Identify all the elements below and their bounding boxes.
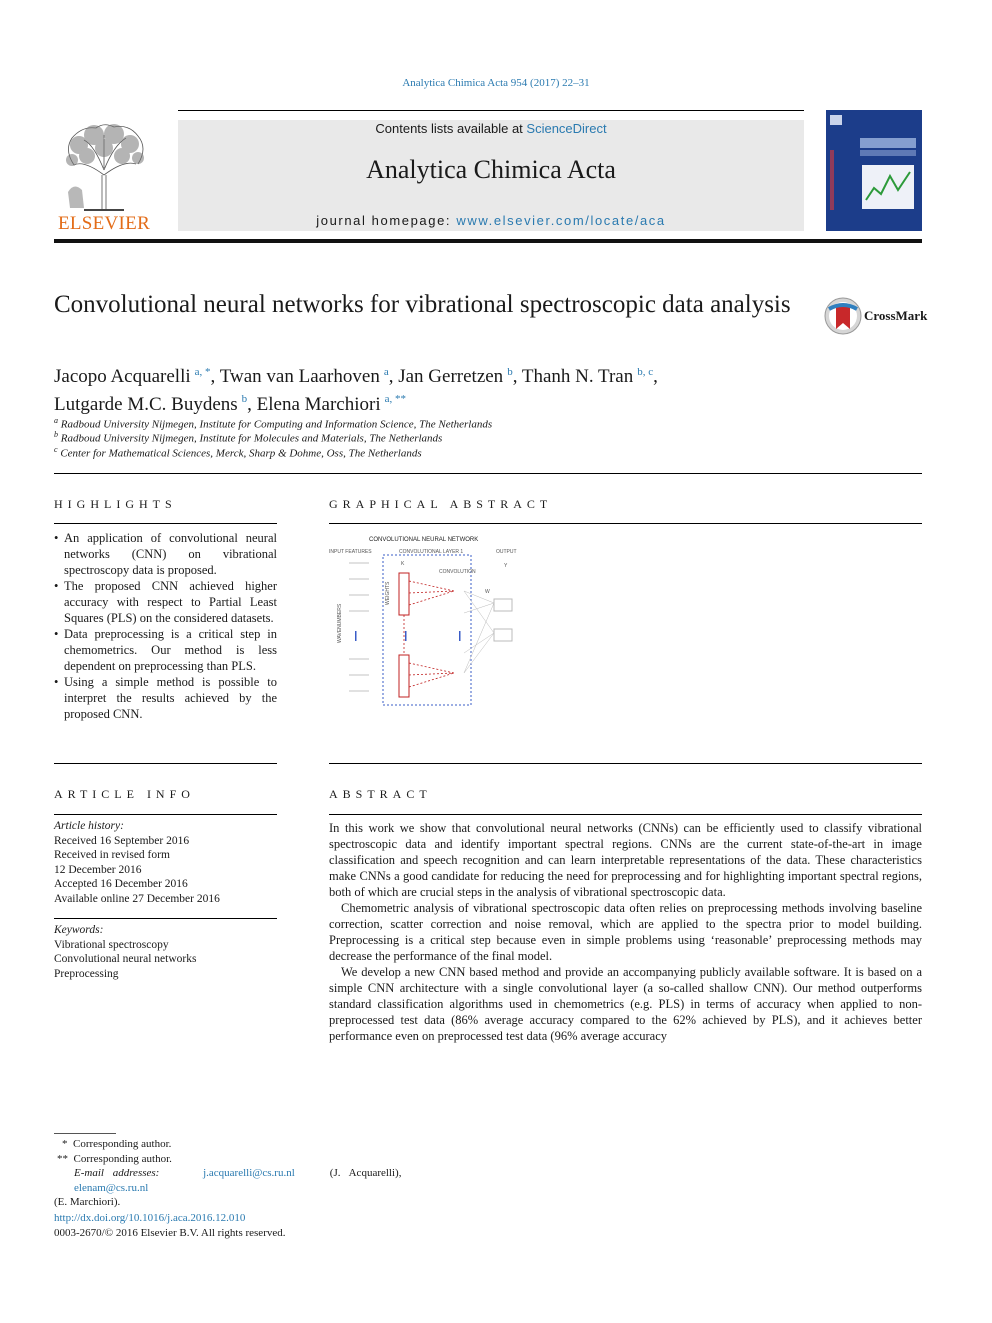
homepage-link[interactable]: www.elsevier.com/locate/aca: [456, 213, 666, 228]
graphical-abstract-heading: GRAPHICAL ABSTRACT: [329, 497, 553, 511]
abstract-paragraph: We develop a new CNN based method and provide an accompanying publicly available software. It is based on a simple CNN architecture with a single convolutional layer (a so-called shallow CNN). Our method outperforms standard classification algorithms used in chemometrics (e.g. PLS) in terms of accuracy when applied to non-preprocessed test data (86% average accuracy compared to the 62% achieved by PLS), and it achieves better performance even on preprocessed test data (96% average accuracy: [329, 965, 922, 1043]
copyright-line: 0003-2670/© 2016 Elsevier B.V. All rights reserved.: [54, 1227, 286, 1239]
author-affiliation-mark[interactable]: b, c: [637, 366, 654, 378]
highlight-item: • Using a simple method is possible to interpret the results achieved by the proposed CNN.: [54, 674, 277, 722]
author-line: [54, 366, 658, 387]
email-link-marchiori[interactable]: elenam@cs.ru.nl: [74, 1181, 149, 1194]
history-label: Article history:: [54, 820, 124, 832]
affiliation-c: $^c$ Center for Mathematical Sciences, Merck, Sharp & Dohme, Oss, The Netherlands: [54, 445, 422, 460]
author-list: [54, 361, 814, 416]
author-name[interactable]: Thanh N. Tran: [521, 366, 634, 388]
elsevier-wordmark: ELSEVIER: [57, 213, 151, 234]
highlight-item: • An application of convolutional neural networks (CNN) on vibrational spectroscopy data is proposed.: [54, 530, 277, 578]
highlights-bottom-rule: [54, 763, 277, 764]
journal-citation[interactable]: [0, 77, 992, 89]
history-entry: Received in revised form: [54, 849, 170, 861]
doi-link[interactable]: http://dx.doi.org/10.1016/j.aca.2016.12.010: [54, 1212, 246, 1224]
ga-y-label: Y: [504, 563, 508, 569]
keywords-rule: [54, 918, 277, 919]
article-title: Convolutional neural networks for vibrational spectroscopic data analysis: [54, 291, 791, 318]
author-separator: ,: [247, 393, 257, 415]
keywords-label: Keywords:: [54, 924, 104, 936]
journal-homepage: journal homepage: www.elsevier.com/locate/aca: [316, 213, 666, 228]
graphical-abstract-figure[interactable]: [329, 533, 524, 708]
author-affiliation-mark[interactable]: a, **: [384, 393, 407, 406]
author-name[interactable]: Jan Gerretzen: [398, 366, 504, 388]
keyword: Preprocessing: [54, 967, 119, 980]
article-info-rule: [54, 814, 277, 815]
doi-line: [54, 1212, 245, 1224]
ga-w-label: W: [485, 589, 490, 595]
footnotes: [54, 1137, 484, 1210]
highlights-rule: [54, 523, 277, 524]
ga-title: CONVOLUTIONAL NEURAL NETWORK: [369, 537, 479, 543]
history-entry: Received 16 September 2016: [54, 834, 190, 847]
author-affiliation-mark[interactable]: a, *: [194, 366, 211, 378]
affiliation-rule: [54, 473, 922, 474]
article-history: [54, 819, 277, 906]
author-name[interactable]: Twan van Laarhoven: [219, 366, 380, 388]
header-top-rule: [178, 110, 804, 111]
abstract-heading: ABSTRACT: [329, 787, 432, 801]
article-info-heading: ARTICLE INFO: [54, 787, 195, 801]
ga-wavenumbers-label: WAVENUMBERS: [337, 603, 343, 643]
author-separator: ,: [388, 366, 399, 388]
abstract-paragraph: In this work we show that convolutional neural networks (CNNs) can be efficiently used to classify vibrational spectroscopic data and identify important spectral regions. CNNs are the current state-of-the-art in image classification and speech recognition and can learn interpretable representations of the data. These characteristics make CNNs a good candidate for reducing the need for preprocessing and for highlighting important spectral regions, both of which are crucial steps in the analysis of vibrational spectroscopic data.: [329, 821, 922, 899]
keyword: Convolutional neural networks: [54, 953, 197, 965]
abstract-rule: [329, 814, 922, 815]
corresponding-author-2: ** Corresponding author.: [57, 1152, 172, 1165]
email-owner-2: (E. Marchiori).: [54, 1196, 121, 1208]
author-line: [54, 394, 406, 415]
author-name[interactable]: Lutgarde M.C. Buydens: [54, 393, 238, 415]
author-name[interactable]: Elena Marchiori: [256, 393, 381, 415]
author-affiliation-mark[interactable]: b: [241, 393, 248, 406]
keywords-block: [54, 923, 277, 981]
graphical-abstract-bottom-rule: [329, 763, 922, 764]
ga-k-label: K: [401, 561, 405, 567]
author-name[interactable]: Jacopo Acquarelli: [54, 366, 191, 388]
history-entry: Accepted 16 December 2016: [54, 878, 188, 890]
author-affiliation-mark[interactable]: b: [507, 366, 513, 378]
corresponding-author-1: * Corresponding author.: [62, 1138, 172, 1150]
highlights-list: [54, 530, 277, 722]
journal-title: Analytica Chimica Acta: [366, 155, 616, 184]
history-entry: Available online 27 December 2016: [54, 892, 220, 905]
author-separator: ,: [512, 366, 522, 388]
ga-output-label: OUTPUT: [496, 549, 517, 555]
author-separator: ,: [653, 366, 658, 388]
email-line: E-mail addresses: j.acquarelli@cs.ru.nl (J. Acquarelli), elenam@cs.ru.nl: [74, 1167, 402, 1194]
graphical-abstract-rule: [329, 523, 922, 524]
affiliation-b: $^b$ Radboud University Nijmegen, Institute for Molecules and Materials, The Netherlands: [54, 430, 443, 445]
crossmark-icon: [824, 297, 864, 337]
highlight-item: • Data preprocessing is a critical step in chemometrics. Our method is less dependent on preprocessing than PLS.: [54, 626, 277, 674]
header-thick-rule: [54, 239, 922, 243]
sciencedirect-link[interactable]: ScienceDirect: [526, 121, 607, 136]
contents-line: Contents lists available at ScienceDirect: [375, 121, 607, 136]
abstract-paragraph: Chemometric analysis of vibrational spectroscopic data often relies on preprocessing methods involving baseline correction, scatter correction and noise removal, which are applied to the spectra prior to model building. Preprocessing is a critical step because even in simple problems using ‘reasonable’ preprocessing methods may decrease the performance of the final model.: [329, 901, 922, 963]
highlight-item: • The proposed CNN achieved higher accuracy with respect to Partial Least Squares (PLS) on the considered datasets.: [54, 578, 277, 626]
ga-weights-label: WEIGHTS: [385, 581, 391, 605]
crossmark-label: CrossMark: [864, 308, 928, 323]
highlights-heading: HIGHLIGHTS: [54, 497, 177, 511]
ga-layer-label: CONVOLUTIONAL LAYER 1: [399, 549, 464, 555]
ga-input-label: INPUT FEATURES: [329, 549, 372, 555]
history-entry: 12 December 2016: [54, 863, 142, 876]
email-link-acquarelli[interactable]: j.acquarelli@cs.ru.nl: [203, 1167, 295, 1179]
footnote-rule: [54, 1133, 116, 1134]
abstract-body: [329, 820, 922, 1044]
author-affiliation-mark[interactable]: a: [383, 366, 389, 378]
citation-link[interactable]: Analytica Chimica Acta 954 (2017) 22–31: [402, 77, 590, 89]
author-separator: ,: [210, 366, 220, 388]
journal-cover-thumbnail[interactable]: [826, 110, 922, 231]
keyword: Vibrational spectroscopy: [54, 938, 169, 951]
ga-conv-label: CONVOLUTION: [439, 569, 476, 575]
affiliation-a: $^a$ Radboud University Nijmegen, Institute for Computing and Information Science, The Netherlands: [54, 416, 493, 431]
